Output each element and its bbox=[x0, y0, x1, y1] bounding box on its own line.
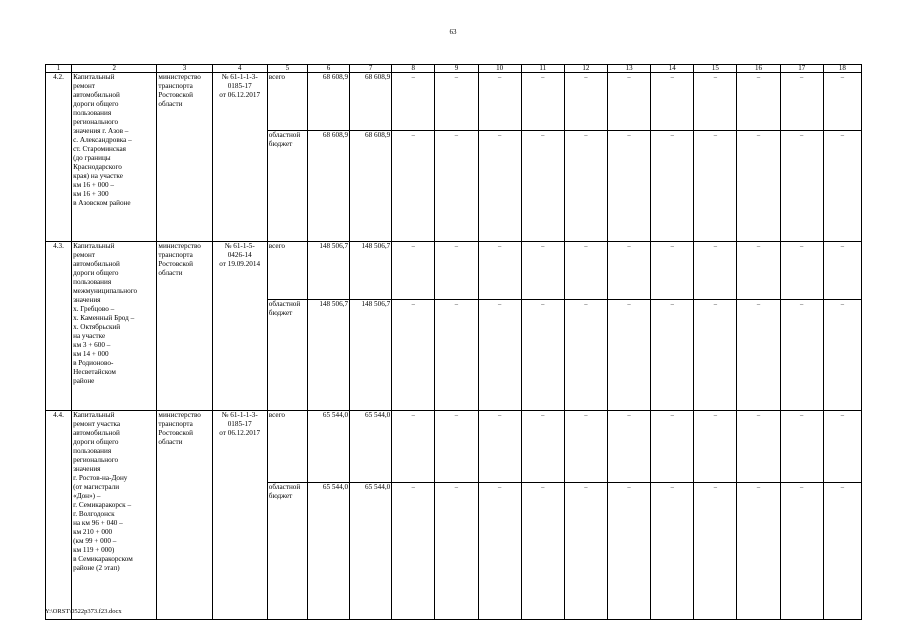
funding-budget-label: областной бюджет bbox=[267, 483, 307, 620]
dash-cell: – bbox=[737, 411, 780, 483]
page-number: 63 bbox=[449, 28, 457, 36]
dash-cell: – bbox=[564, 242, 607, 300]
col-header: 11 bbox=[521, 65, 564, 73]
dash-cell: – bbox=[780, 73, 823, 131]
dash-cell: – bbox=[737, 73, 780, 131]
dash-cell: – bbox=[521, 73, 564, 131]
document-number: № 61-1-1-3- 0185-17 от 06.12.2017 bbox=[212, 73, 267, 242]
dash-cell: – bbox=[651, 73, 694, 131]
dash-cell: – bbox=[651, 411, 694, 483]
dash-cell: – bbox=[780, 411, 823, 483]
col-header: 13 bbox=[607, 65, 650, 73]
col-header: 3 bbox=[157, 65, 212, 73]
data-table bbox=[45, 64, 862, 620]
dash-cell: – bbox=[823, 483, 861, 620]
dash-cell: – bbox=[780, 300, 823, 411]
dash-cell: – bbox=[780, 483, 823, 620]
dash-cell: – bbox=[521, 131, 564, 242]
col-header: 10 bbox=[478, 65, 521, 73]
dash-cell: – bbox=[651, 483, 694, 620]
table-row bbox=[46, 411, 862, 483]
col-header: 15 bbox=[694, 65, 737, 73]
dash-cell: – bbox=[780, 242, 823, 300]
dash-cell: – bbox=[478, 131, 521, 242]
dash-cell: – bbox=[607, 483, 650, 620]
col6-budget: 148 506,7 bbox=[307, 300, 349, 411]
dash-cell: – bbox=[607, 411, 650, 483]
table-row bbox=[46, 242, 862, 300]
dash-cell: – bbox=[392, 300, 435, 411]
col7-budget: 68 608,9 bbox=[350, 131, 392, 242]
dash-cell: – bbox=[823, 411, 861, 483]
funding-total-label: всего bbox=[267, 242, 307, 300]
dash-cell: – bbox=[435, 131, 478, 242]
col-header: 9 bbox=[435, 65, 478, 73]
dash-cell: – bbox=[823, 73, 861, 131]
dash-cell: – bbox=[521, 483, 564, 620]
dash-cell: – bbox=[478, 242, 521, 300]
dash-cell: – bbox=[607, 131, 650, 242]
dash-cell: – bbox=[521, 411, 564, 483]
col-header: 5 bbox=[267, 65, 307, 73]
dash-cell: – bbox=[823, 300, 861, 411]
row-number: 4.3. bbox=[46, 242, 72, 411]
dash-cell: – bbox=[694, 131, 737, 242]
col6-budget: 68 608,9 bbox=[307, 131, 349, 242]
col-header: 8 bbox=[392, 65, 435, 73]
dash-cell: – bbox=[651, 300, 694, 411]
col-header: 18 bbox=[823, 65, 861, 73]
dash-cell: – bbox=[392, 242, 435, 300]
col7-total: 65 544,0 bbox=[350, 411, 392, 483]
dash-cell: – bbox=[651, 242, 694, 300]
dash-cell: – bbox=[694, 300, 737, 411]
dash-cell: – bbox=[607, 73, 650, 131]
dash-cell: – bbox=[823, 242, 861, 300]
dash-cell: – bbox=[737, 131, 780, 242]
dash-cell: – bbox=[478, 411, 521, 483]
funding-budget-label: областной бюджет bbox=[267, 131, 307, 242]
col-header: 12 bbox=[564, 65, 607, 73]
col-header: 6 bbox=[307, 65, 349, 73]
dash-cell: – bbox=[737, 483, 780, 620]
dash-cell: – bbox=[780, 131, 823, 242]
document-number: № 61-1-1-3- 0185-17 от 06.12.2017 bbox=[212, 411, 267, 620]
funding-budget-label: областной бюджет bbox=[267, 300, 307, 411]
object-name: Капитальный ремонт автомобильной дороги общего пользования регионального значения г. Азов – с. Александровка – ст. Староминская (до границы Краснодарского края) на участке км 16 + 000 – км 16 + 300 в Азовском районе bbox=[72, 73, 157, 242]
dash-cell: – bbox=[435, 411, 478, 483]
dash-cell: – bbox=[694, 242, 737, 300]
object-name: Капитальный ремонт автомобильной дороги общего пользования межмуниципального значения х. Гребцово – х. Каменный Брод – х. Октябрьский на участке км 3 + 600 – км 14 + 000 в Родионово- Несветайском районе bbox=[72, 242, 157, 411]
col-header: 1 bbox=[46, 65, 72, 73]
dash-cell: – bbox=[607, 242, 650, 300]
dash-cell: – bbox=[392, 483, 435, 620]
dash-cell: – bbox=[694, 483, 737, 620]
col7-total: 148 506,7 bbox=[350, 242, 392, 300]
dash-cell: – bbox=[435, 483, 478, 620]
dash-cell: – bbox=[737, 300, 780, 411]
funding-total-label: всего bbox=[267, 411, 307, 483]
dash-cell: – bbox=[392, 411, 435, 483]
object-name: Капитальный ремонт участка автомобильной дороги общего пользования регионального значения г. Ростов-на-Дону (от магистрали «Дон») – г. Семикаракорск – г. Волгодонск на км 96 + 040 – км 210 + 000 (км 99 + 000 – км 119 + 000) в Семикаракорском районе (2 этап) bbox=[72, 411, 157, 620]
dash-cell: – bbox=[823, 131, 861, 242]
table-row bbox=[46, 73, 862, 131]
col-header: 2 bbox=[72, 65, 157, 73]
dash-cell: – bbox=[435, 242, 478, 300]
file-path-footer: Y:\ORST\0522p373.f23.docx bbox=[45, 608, 122, 615]
col-header: 4 bbox=[212, 65, 267, 73]
dash-cell: – bbox=[694, 411, 737, 483]
col-header: 7 bbox=[350, 65, 392, 73]
header-row bbox=[46, 65, 862, 73]
dash-cell: – bbox=[694, 73, 737, 131]
dash-cell: – bbox=[521, 242, 564, 300]
row-number: 4.4. bbox=[46, 411, 72, 620]
col7-budget: 148 506,7 bbox=[350, 300, 392, 411]
dash-cell: – bbox=[478, 300, 521, 411]
dash-cell: – bbox=[478, 73, 521, 131]
col-header: 14 bbox=[651, 65, 694, 73]
organization: министерство транспорта Ростовской области bbox=[157, 242, 212, 411]
dash-cell: – bbox=[651, 131, 694, 242]
funding-total-label: всего bbox=[267, 73, 307, 131]
dash-cell: – bbox=[521, 300, 564, 411]
dash-cell: – bbox=[478, 483, 521, 620]
col-header: 16 bbox=[737, 65, 780, 73]
col6-total: 65 544,0 bbox=[307, 411, 349, 483]
organization: министерство транспорта Ростовской области bbox=[157, 411, 212, 620]
dash-cell: – bbox=[435, 73, 478, 131]
dash-cell: – bbox=[392, 73, 435, 131]
dash-cell: – bbox=[564, 483, 607, 620]
dash-cell: – bbox=[564, 300, 607, 411]
col7-budget: 65 544,0 bbox=[350, 483, 392, 620]
dash-cell: – bbox=[435, 300, 478, 411]
dash-cell: – bbox=[737, 242, 780, 300]
document-number: № 61-1-5- 0426-14 от 19.09.2014 bbox=[212, 242, 267, 411]
col6-total: 68 608,9 bbox=[307, 73, 349, 131]
col6-budget: 65 544,0 bbox=[307, 483, 349, 620]
col-header: 17 bbox=[780, 65, 823, 73]
dash-cell: – bbox=[607, 300, 650, 411]
organization: министерство транспорта Ростовской области bbox=[157, 73, 212, 242]
dash-cell: – bbox=[564, 131, 607, 242]
dash-cell: – bbox=[564, 411, 607, 483]
col6-total: 148 506,7 bbox=[307, 242, 349, 300]
row-number: 4.2. bbox=[46, 73, 72, 242]
col7-total: 68 608,9 bbox=[350, 73, 392, 131]
dash-cell: – bbox=[392, 131, 435, 242]
dash-cell: – bbox=[564, 73, 607, 131]
